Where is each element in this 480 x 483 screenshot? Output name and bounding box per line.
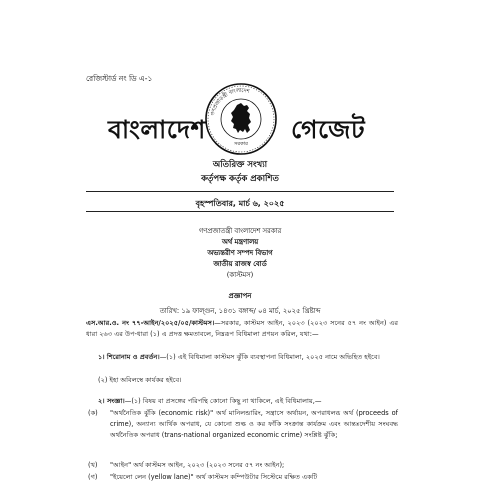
gazette-title-gazette: গেজেট: [291, 115, 366, 144]
definition-marker: (খ): [88, 461, 98, 469]
section-2-text: —(১) বিষয় বা প্রসঙ্গের পরিপন্থি কোনো কিছু না থাকিলে, এই বিধিমালায়,—: [124, 397, 322, 405]
section-2-lead: ২। সংজ্ঞা।: [98, 397, 125, 405]
divider-bottom: [86, 211, 394, 212]
definition-item: [88, 472, 398, 483]
intro-text: —সরকার, কাস্টমস আইন, ২০২৩ (২০২৩ সনের ৫৭ নং আইন) এর ধারা ২৬৩ এর উপ-ধারা (১) এ প্রদত্ত ক্ষমতাবলে, নিম্নরূপ বিধিমালা প্রণয়ন করিল, যথা:—: [86, 319, 399, 338]
sro-reference: এস.আর.ও. নং ৭৭-আইন/২০২৫/০৫/কাস্টমস।: [86, 319, 215, 327]
definition-text: "আইন" অর্থ কাস্টমস আইন, ২০২৩ (২০২৩ সনের ৫৭ নং আইন);: [110, 461, 285, 469]
issue-date: বৃহস্পতিবার, মার্চ ৬, ২০২৫: [195, 199, 285, 208]
definition-text: "ইয়েলো লেন (yellow lane)" অর্থ কাস্টমস কম্পিউটার সিস্টেমে রক্ষিত একটি: [110, 473, 318, 481]
org-division: অভ্যন্তরীণ সম্পদ বিভাগ: [207, 249, 273, 257]
section-2-paragraph: [86, 396, 398, 407]
section-1-lead: ১। শিরোনাম ও প্রবর্তন।: [98, 353, 160, 361]
definition-item: [88, 408, 398, 441]
seal-ring-text: গণপ্রজাতন্ত্রী বাংলাদেশ: [210, 87, 251, 117]
org-wing: (কাস্টমস): [226, 271, 254, 279]
notification-heading: প্রজ্ঞাপন: [228, 292, 252, 300]
org-board: জাতীয় রাজস্ব বোর্ড: [213, 260, 267, 268]
divider-top: [86, 191, 394, 192]
publisher-line: কর্তৃপক্ষ কর্তৃক প্রকাশিত: [201, 174, 279, 184]
registration-number: রেজিস্টার্ড নং ডি এ-১: [86, 74, 153, 83]
definition-text: "অর্থনৈতিক ঝুঁকি (economic risk)" অর্থ মানিলন্ডারিং, সন্ত্রাসে অর্থায়ন, অপরাধলব্ধ অর্থ (proceeds of crime), অন্যান্য আর্থিক অপরাধ, যে কোনো শুল্ক ও কর ফাঁকি সংক্রান্ত কার্যক্রম এবং আন্তঃদেশীয় সংঘবদ্ধ অর্থনৈতিক অপরাধ (trans-national organized economic crime) সংশ্লিষ্ট ঝুঁকি;: [110, 409, 398, 439]
section-1-sub-2: (২) ইহা অবিলম্বে কার্যকর হইবে।: [98, 376, 182, 384]
bangladesh-map-icon: [231, 103, 251, 133]
definition-item: [88, 460, 398, 471]
notification-date: তারিখ: ১৯ ফাল্গুন, ১৪৩১ বঙ্গাব্দ/ ০৪ মার্চ, ২০২৫ খ্রিষ্টাব্দ: [159, 307, 321, 315]
intro-paragraph: [86, 318, 398, 340]
section-1-paragraph: [86, 352, 398, 363]
gazette-title-bangladesh: বাংলাদেশ: [108, 115, 206, 144]
section-1-text: —(১) এই বিধিমালা কাস্টমস ঝুঁকি ব্যবস্থাপনা বিধিমালা, ২০২৫ নামে অভিহিত হইবে।: [159, 353, 380, 361]
extra-issue-label: অতিরিক্ত সংখ্যা: [212, 160, 268, 170]
org-ministry: অর্থ মন্ত্রণালয়: [221, 238, 259, 246]
org-government: গণপ্রজাতন্ত্রী বাংলাদেশ সরকার: [198, 227, 282, 235]
definition-marker: (ক): [88, 409, 98, 417]
definition-marker: (গ): [88, 473, 98, 481]
government-seal-icon: [203, 81, 279, 157]
seal-bottom-text: সরকার: [234, 141, 248, 147]
